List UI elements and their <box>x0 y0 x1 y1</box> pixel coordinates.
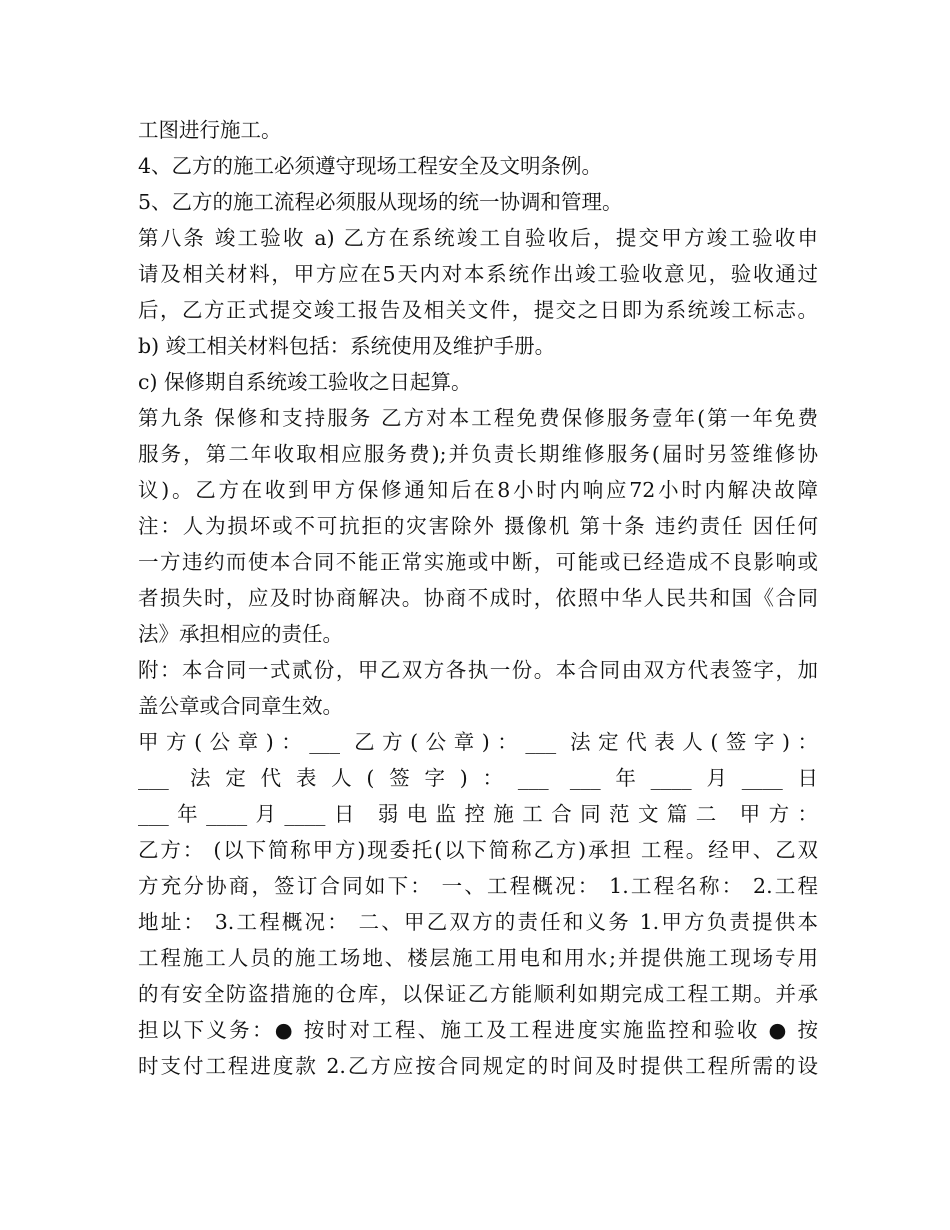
text-line: 4、乙方的施工必须遵守现场工程安全及文明条例。 <box>138 154 603 178</box>
text-line: 担以下义务：● 按时对工程、施工及工程进度实施监控和验收 ● 按 <box>138 1018 818 1042</box>
text-line: 工程施工人员的施工场地、楼层施工用电和用水;并提供施工现场专用 <box>138 946 818 970</box>
text-line: 甲方(公章)：___ 乙方(公章)：___ 法定代表人(签字)： <box>138 730 818 754</box>
text-line: 时支付工程进度款 2.乙方应按合同规定的时间及时提供工程所需的设 <box>138 1054 818 1078</box>
text-line: 第八条 竣工验收 a) 乙方在系统竣工自验收后，提交甲方竣工验收申 <box>138 226 818 250</box>
text-line: 法》承担相应的责任。 <box>138 622 343 646</box>
text-line: 服务，第二年收取相应服务费);并负责长期维修服务(届时另签维修协 <box>138 442 818 466</box>
text-line: 注：人为损坏或不可抗拒的灾害除外 摄像机 第十条 违约责任 因任何 <box>138 514 818 538</box>
text-line: 者损失时，应及时协商解决。协商不成时，依照中华人民共和国《合同 <box>138 586 818 610</box>
text-line: b) 竣工相关材料包括：系统使用及维护手册。 <box>138 334 556 358</box>
text-line: 盖公章或合同章生效。 <box>138 694 343 718</box>
text-line: 地址： 3.工程概况： 二、甲乙双方的责任和义务 1.甲方负责提供本 <box>138 910 818 934</box>
text-line: 的有安全防盗措施的仓库，以保证乙方能顺利如期完成工程工期。并承 <box>138 982 818 1006</box>
text-line: 议)。乙方在收到甲方保修通知后在8小时内响应72小时内解决故障 <box>138 478 818 502</box>
text-line: 方充分协商，签订合同如下： 一、工程概况： 1.工程名称： 2.工程 <box>138 874 818 898</box>
text-line: 一方违约而使本合同不能正常实施或中断，可能或已经造成不良影响或 <box>138 550 818 574</box>
text-line: 第九条 保修和支持服务 乙方对本工程免费保修服务壹年(第一年免费 <box>138 406 818 430</box>
text-line: 附：本合同一式贰份，甲乙双方各执一份。本合同由双方代表签字，加 <box>138 658 818 682</box>
text-line: 后，乙方正式提交竣工报告及相关文件，提交之日即为系统竣工标志。 <box>138 298 818 322</box>
text-line: ___年____月____日 弱电监控施工合同范文篇二 甲方： <box>138 802 818 826</box>
text-line: ___ 法定代表人(签字)：___ ___年____月____日 <box>138 766 818 790</box>
text-line: 工图进行施工。 <box>138 118 282 142</box>
text-line: 5、乙方的施工流程必须服从现场的统一协调和管理。 <box>138 190 623 214</box>
text-line: c) 保修期自系统竣工验收之日起算。 <box>138 370 472 394</box>
text-line: 请及相关材料，甲方应在5天内对本系统作出竣工验收意见，验收通过 <box>138 262 818 286</box>
text-line: 乙方： (以下简称甲方)现委托(以下简称乙方)承担 工程。经甲、乙双 <box>138 838 818 862</box>
